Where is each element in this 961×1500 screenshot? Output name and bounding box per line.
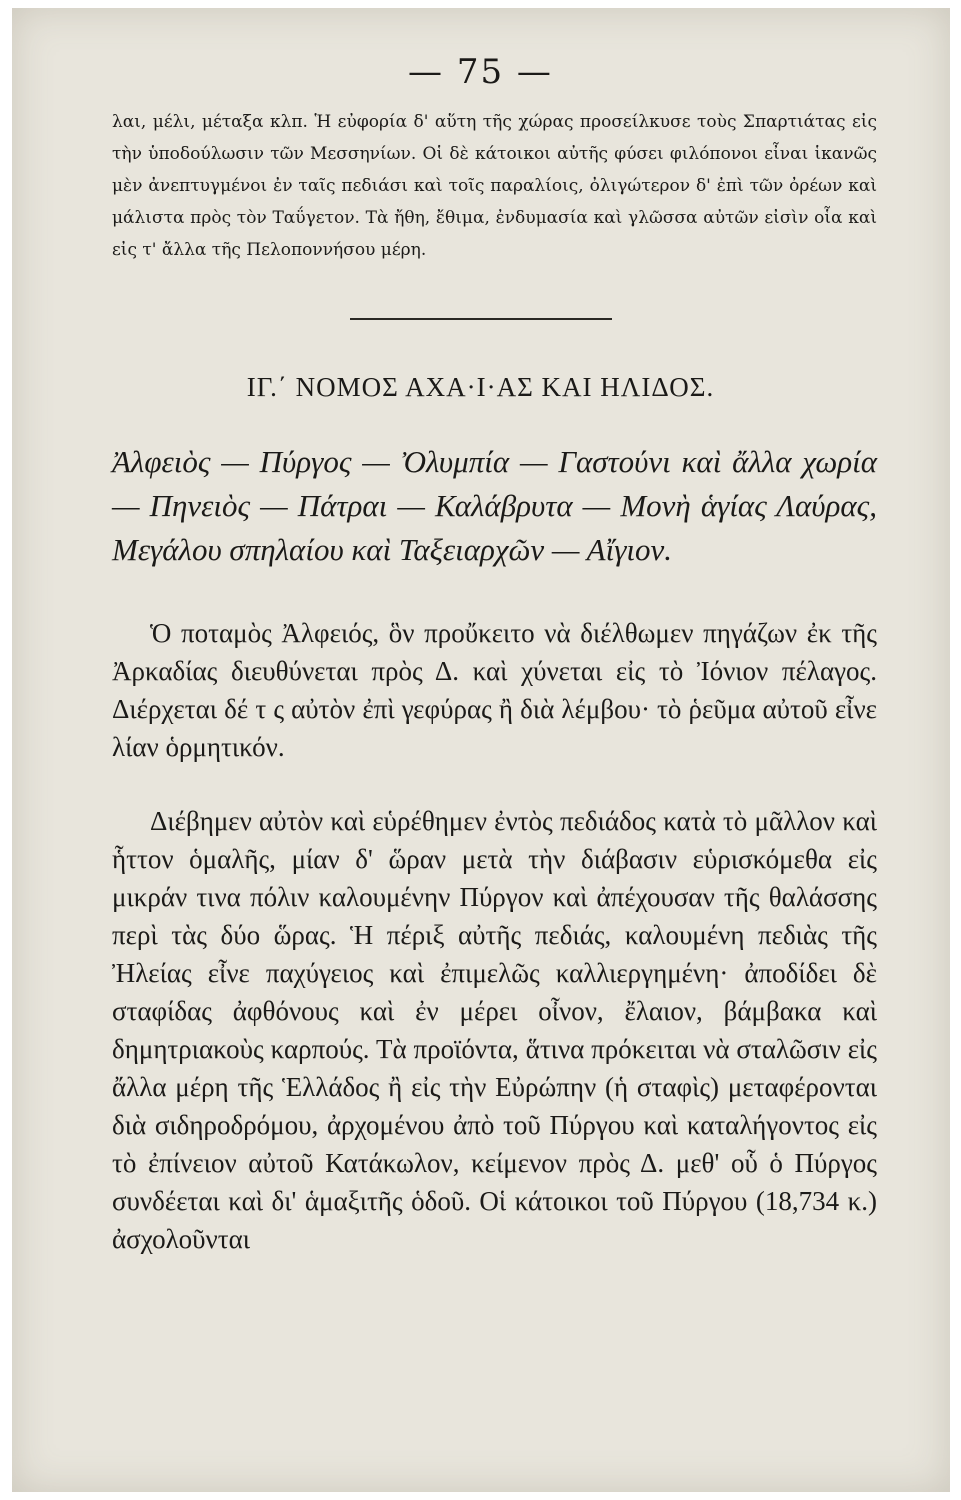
section-divider: [350, 318, 612, 320]
page-number: — 75 —: [408, 52, 553, 92]
section-heading: ΙΓ.΄ ΝΟΜΟΣ ΑΧΑ·Ι·ΑΣ ΚΑΙ ΗΛΙΔΟΣ.: [246, 372, 715, 402]
body-paragraph: Ὁ ποταμὸς Ἀλφειός, ὃν προὔκειτο νὰ διέλθωμεν πηγάζων ἐκ τῆς Ἀρκαδίας διευθύνεται πρὸς Δ. καὶ χύνεται εἰς τὸ Ἰόνιον πέλαγος. Διέρχεται δέ τ ς αὐτὸν ἐπὶ γεφύρας ἢ διὰ λέμβου· τὸ ῥεῦμα αὐτοῦ εἶνε λίαν ὁρμητικόν.: [112, 618, 877, 762]
intro-paragraph: λαι, μέλι, μέταξα κλπ. Ἡ εὐφορία δ' αὕτη τῆς χώρας προσείλκυσε τοὺς Σπαρτιάτας εἰς τὴν ὑποδούλωσιν τῶν Μεσσηνίων. Οἱ δὲ κάτοικοι αὐτῆς φύσει φιλόπονοι εἶναι ἱκανῶς μὲν ἀνεπτυγμένοι ἐν ταῖς πεδιάσι καὶ τοῖς παραλίοις, ὀλιγώτερον δ' ἐπὶ τῶν ὀρέων καὶ μάλιστα πρὸς τὸν Ταΰγετον. Τὰ ἤθη, ἔθιμα, ἐνδυμασία καὶ γλῶσσα αὐτῶν εἰσὶν οἷα καὶ εἰς τ' ἄλλα τῆς Πελοποννήσου μέρη.: [112, 112, 877, 260]
body-paragraph: Διέβημεν αὐτὸν καὶ εὑρέθημεν ἐντὸς πεδιάδος κατὰ τὸ μᾶλλον καὶ ἧττον ὁμαλῆς, μίαν δ' ὥραν μετὰ τὴν διάβασιν εὑρισκόμεθα εἰς μικράν τινα πόλιν καλουμένην Πύργον καὶ ἀπέχουσαν τῆς θαλάσσης περὶ τὰς δύο ὥρας. Ἡ πέριξ αὐτῆς πεδιάς, καλουμένη πεδιὰς τῆς Ἠλείας εἶνε παχύγειος καὶ ἐπιμελῶς καλλιεργημένη· ἀποδίδει δὲ σταφίδας ἀφθόνους καὶ ἐν μέρει οἶνον, ἔλαιον, βάμβακα καὶ δημητριακοὺς καρπούς. Τὰ προϊόντα, ἅτινα πρόκειται νὰ σταλῶσιν εἰς ἄλλα μέρη τῆς Ἑλλάδος ἢ εἰς τὴν Εὐρώπην (ἡ σταφὶς) μεταφέρονται διὰ σιδηροδρόμου, ἀρχομένου ἀπὸ τοῦ Πύργου καὶ καταλήγοντος εἰς τὸ ἐπίνειον αὐτοῦ Κατάκωλον, κείμενον πρὸς Δ. μεθ' οὗ ὁ Πύργος συνδέεται καὶ δι' ἁμαξιτῆς ὁδοῦ. Οἱ κάτοικοι τοῦ Πύργου (18,734 κ.) ἀσχολοῦνται: [112, 806, 877, 1254]
section-subtitle: Ἀλφειὸς — Πύργος — Ὀλυμπία — Γαστούνι καὶ ἄλλα χωρία — Πηνειὸς — Πάτραι — Καλάβρυτα — Μονὴ ἁγίας Λαύρας, Μεγάλου σπηλαίου καὶ Ταξειαρχῶν — Αἴγιον.: [112, 444, 877, 567]
